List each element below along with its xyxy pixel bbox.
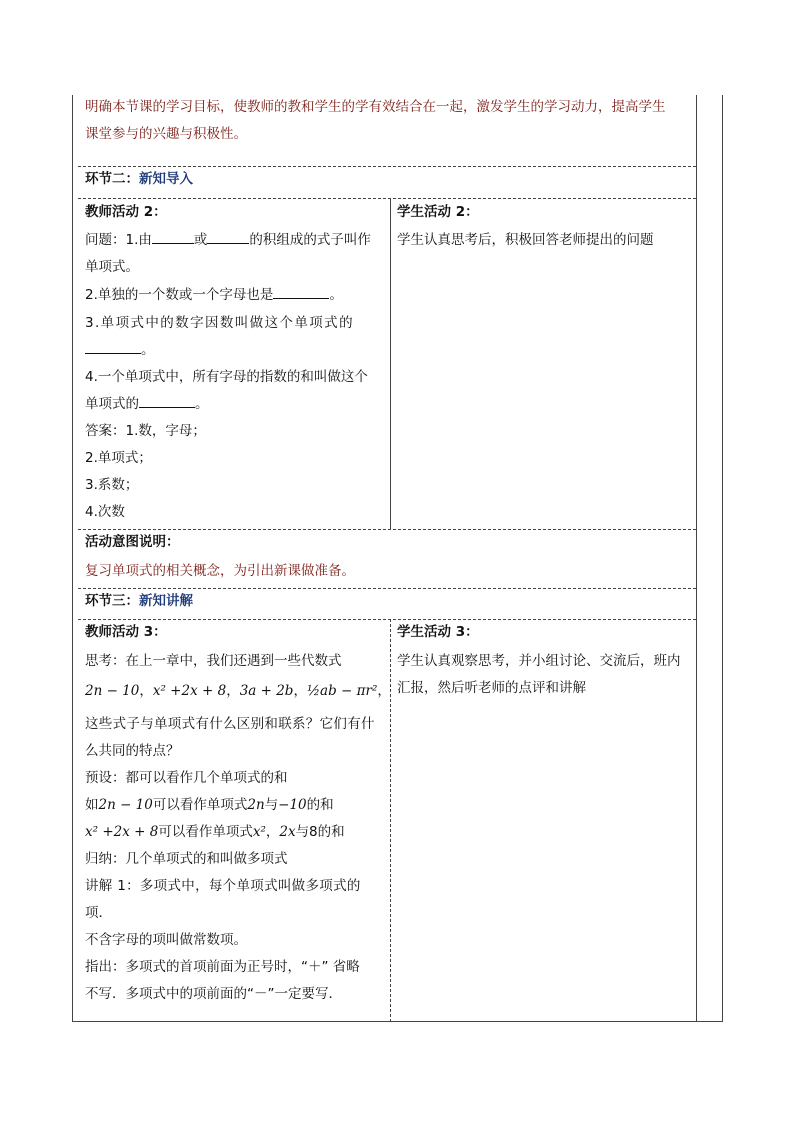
- expression: 2n − 10: [98, 797, 153, 813]
- fill-blank: [207, 229, 249, 244]
- expression-list: [85, 678, 391, 705]
- question-4: 4.一个单项式中，所有字母的指数的和叫做这个: [85, 369, 368, 385]
- fraction: ½: [306, 683, 321, 699]
- question-3-cont: [85, 337, 155, 364]
- intro-line-2: 课堂参与的兴趣与积极性。: [85, 126, 247, 142]
- example-text: 的和: [306, 797, 334, 813]
- separator: ，: [293, 683, 307, 699]
- question-1: [85, 227, 371, 254]
- student-activity-2-heading: 学生活动 2：: [397, 204, 479, 220]
- section2-header: [85, 166, 193, 193]
- section3-prefix: 环节三：: [85, 593, 139, 609]
- column-divider: [390, 198, 391, 529]
- row-divider: [78, 198, 696, 199]
- question-4-cont: [85, 391, 209, 418]
- example-text: 与: [264, 797, 279, 813]
- question-1-cont: 单项式。: [85, 259, 139, 275]
- separator: ，: [377, 683, 391, 699]
- constant-term-line: 不含字母的项叫做常数项。: [85, 932, 247, 948]
- expression: −10: [278, 797, 307, 813]
- expression: x² +2x + 8: [85, 824, 159, 840]
- question-line: 这些式子与单项式有什么区别和联系？它们有什: [85, 716, 375, 732]
- teacher-activity-3-heading: 教师活动 3：: [85, 624, 167, 640]
- intro-line-1: 明确本节课的学习目标，使教师的教和学生的学有效结合在一起，激发学生的学习动力，提高学生: [85, 99, 666, 115]
- student-activity-3-heading: 学生活动 3：: [397, 624, 479, 640]
- q3-end: 。: [141, 342, 155, 358]
- think-prompt: 思考：在上一章中，我们还遇到一些代数式: [85, 653, 342, 669]
- answer-2: 2.单项式；: [85, 450, 152, 466]
- example-text: 可以看作单项式: [158, 824, 253, 840]
- student-activity-3-line-2: 汇报，然后听老师的点评和讲解: [397, 680, 586, 696]
- preset-line: 预设：都可以看作几个单项式的和: [85, 770, 288, 786]
- example-text: ，: [265, 824, 280, 840]
- expression: x²: [252, 824, 266, 840]
- q4b-text: 单项式的: [85, 396, 139, 412]
- example-1: [85, 792, 334, 819]
- expression: 2n − 10: [85, 683, 140, 699]
- q1-part-c: 的积组成的式子叫作: [249, 232, 371, 248]
- expression: x² +2x + 8: [152, 683, 227, 699]
- note-line: 不写．多项式中的项前面的“－”一定要写．: [85, 986, 342, 1002]
- expression: 3a + 2b: [239, 683, 294, 699]
- fill-blank: [273, 284, 329, 299]
- example-text: 可以看作单项式: [152, 797, 248, 813]
- table-inner-border: [696, 95, 697, 1022]
- expression: 2n: [247, 797, 265, 813]
- student-activity-2-text: 学生认真思考后，积极回答老师提出的问题: [397, 232, 654, 248]
- q1-part-b: 或: [193, 232, 208, 248]
- section3-header: [85, 588, 193, 615]
- q1-part-a: 问题：1.由: [85, 232, 152, 248]
- question-2: [85, 282, 343, 309]
- summary-line: 归纳：几个单项式的和叫做多项式: [85, 851, 288, 867]
- fill-blank: [85, 339, 141, 354]
- example-text: 如: [85, 797, 99, 813]
- separator: ，: [139, 683, 153, 699]
- q4-end: 。: [195, 396, 209, 412]
- student-activity-3-line-1: 学生认真观察思考，并小组讨论、交流后，班内: [397, 653, 681, 669]
- q2-text: 2.单独的一个数或一个字母也是: [85, 287, 274, 303]
- row-divider: [78, 619, 696, 620]
- q2-end: 。: [329, 287, 343, 303]
- separator: ，: [226, 683, 240, 699]
- fill-blank: [152, 229, 194, 244]
- teacher-activity-2-heading: 教师活动 2：: [85, 204, 167, 220]
- example-text: 与8的和: [295, 824, 345, 840]
- answer-4: 4.次数: [85, 504, 125, 520]
- question-3: 3.单项式中的数字因数叫做这个单项式的: [85, 315, 354, 331]
- section2-title: 新知导入: [139, 171, 193, 187]
- section2-prefix: 环节二：: [85, 171, 139, 187]
- activity-intent-text: 复习单项式的相关概念，为引出新课做准备。: [85, 563, 355, 579]
- answer-1: 答案：1.数，字母；: [85, 423, 206, 439]
- expression: 2x: [279, 824, 296, 840]
- activity-intent-heading: 活动意图说明：: [85, 534, 180, 550]
- lecture-line: 讲解 1：多项式中，每个单项式叫做多项式的: [85, 878, 361, 894]
- lecture-line: 项．: [85, 905, 112, 921]
- answer-3: 3.系数；: [85, 477, 139, 493]
- note-line: 指出：多项式的首项前面为正号时，“＋” 省略: [85, 959, 360, 975]
- section3-title: 新知讲解: [139, 593, 193, 609]
- question-line: 么共同的特点？: [85, 743, 180, 759]
- example-2: [85, 819, 345, 846]
- expression: ab − πr²: [320, 683, 378, 699]
- fill-blank: [139, 393, 195, 408]
